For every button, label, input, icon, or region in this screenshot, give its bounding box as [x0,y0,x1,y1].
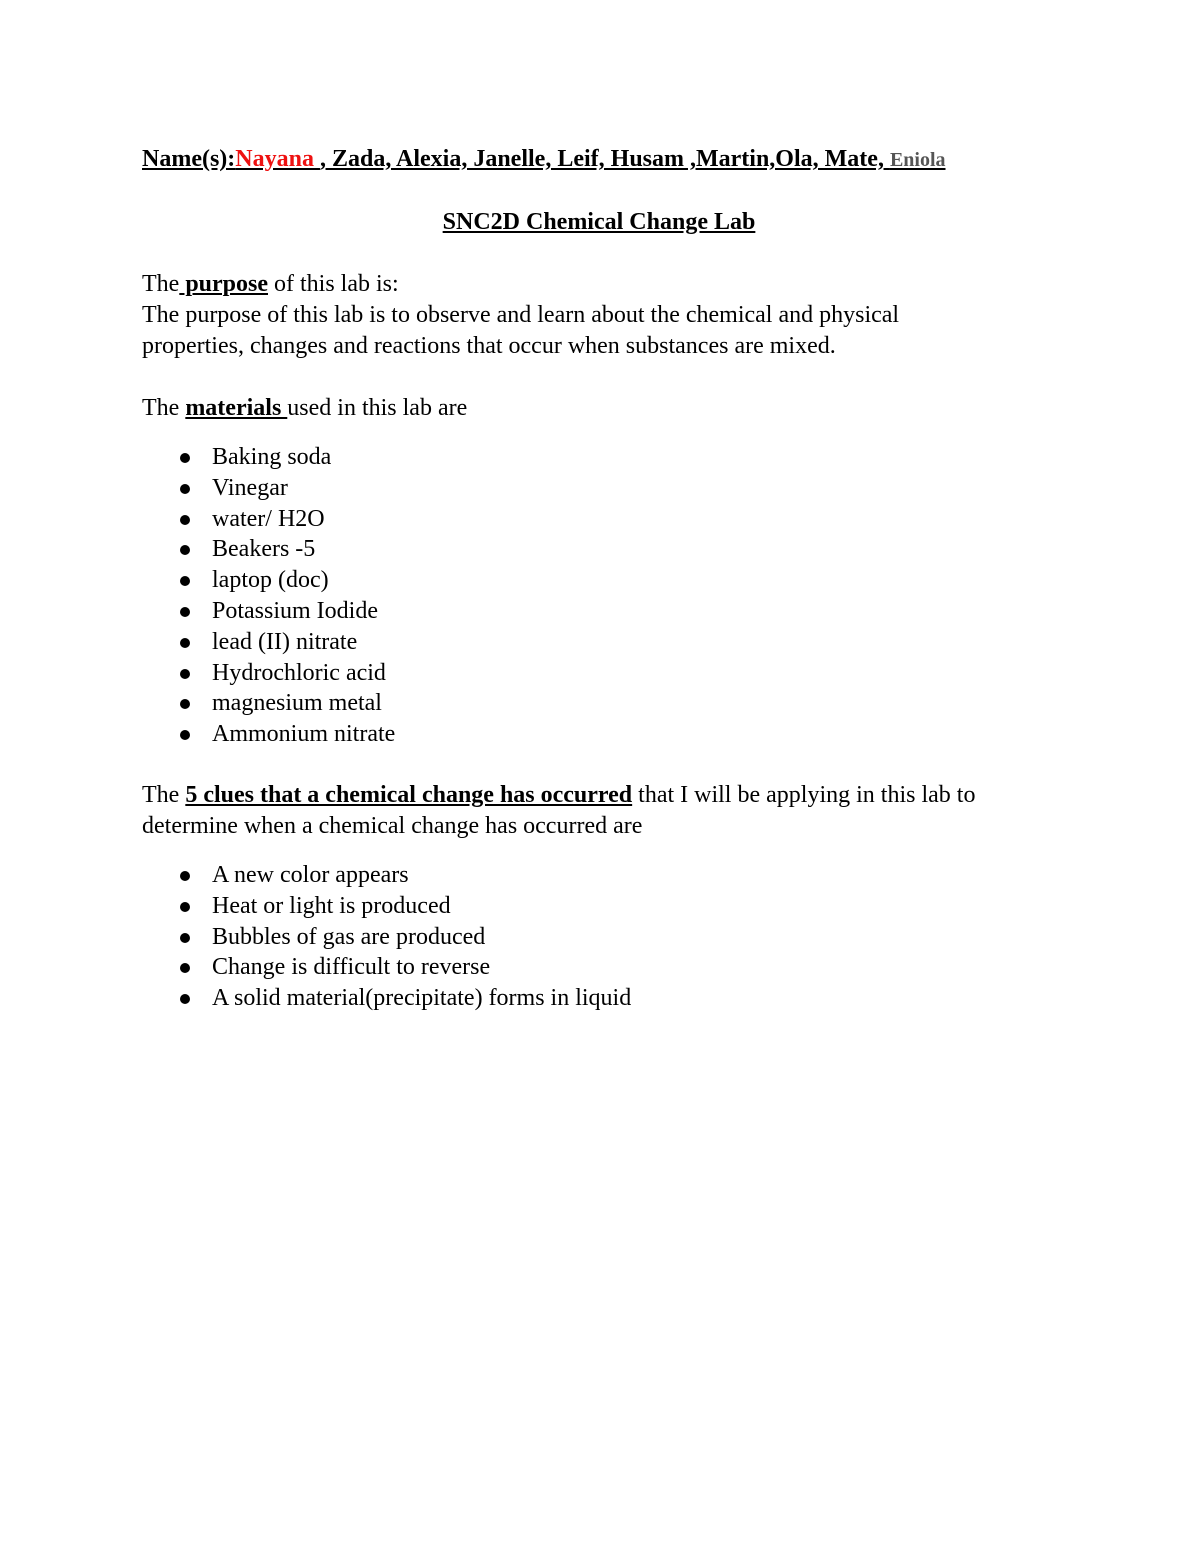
clues-list [142,860,1042,1014]
purpose-text-line-2: properties, changes and reactions that occur when substances are mixed. [142,333,836,359]
names-list: , Zada, Alexia, Janelle, Leif, Husam ,Martin,Ola, Mate, [319,146,890,172]
list-item [180,658,1042,689]
bullet-icon [180,484,190,494]
bullet-icon [180,576,190,586]
list-item [180,891,1042,922]
bullet-icon [180,545,190,555]
list-item-text: Ammonium nitrate [212,721,396,748]
clues-suffix: that I will be applying in this lab to [632,781,976,808]
list-item-text: water/ H2O [212,505,325,532]
name-highlighted: Nayana [235,146,320,172]
list-item-text: Vinegar [212,474,288,501]
list-item-text: Heat or light is produced [212,892,451,919]
list-item-text: Change is difficult to reverse [212,954,491,981]
bullet-icon [180,730,190,740]
list-item-text: A new color appears [212,861,409,888]
list-item [180,442,1042,473]
bullet-icon [180,699,190,709]
names-label: Name(s): [142,146,236,172]
materials-keyword: materials [185,395,288,421]
bullet-icon [180,669,190,679]
bullet-icon [180,994,190,1004]
list-item [180,860,1042,891]
materials-suffix: used in this lab are [287,395,468,421]
list-item [180,534,1042,565]
bullet-icon [180,871,190,881]
bullet-icon [180,515,190,525]
purpose-prefix: The [142,271,180,297]
clues-prefix: The [142,781,186,808]
clues-heading-line-2: determine when a chemical change has occurred are [142,812,643,839]
list-item [180,504,1042,535]
clues-keyword: 5 clues that a chemical change has occurred [185,781,633,808]
list-item [180,952,1042,983]
list-item-text: laptop (doc) [212,567,329,594]
list-item [180,627,1042,658]
list-item-text: Potassium Iodide [212,597,378,624]
list-item-text: Baking soda [212,444,332,470]
materials-list [142,442,1042,750]
list-item-text: Beakers -5 [212,536,316,563]
bullet-icon [180,963,190,973]
materials-heading [142,392,1042,424]
bullet-icon [180,453,190,463]
document-title: SNC2D Chemical Change Lab [442,209,756,235]
materials-prefix: The [142,395,186,421]
list-item-text: Hydrochloric acid [212,659,386,686]
list-item-text: lead (II) nitrate [212,628,358,655]
list-item-text: Bubbles of gas are produced [212,923,486,950]
list-item [180,596,1042,627]
bullet-icon [180,902,190,912]
list-item [180,983,1042,1014]
name-last: Eniola [889,149,946,171]
list-item [180,688,1042,719]
purpose-heading [142,268,1042,300]
list-item [180,565,1042,596]
bullet-icon [180,933,190,943]
list-item-text: magnesium metal [212,690,382,717]
list-item [180,719,1042,750]
purpose-text-line-1: The purpose of this lab is to observe and learn about the chemical and physical [142,302,900,328]
bullet-icon [180,638,190,648]
list-item [180,473,1042,504]
purpose-keyword: purpose [179,271,268,297]
list-item-text: A solid material(precipitate) forms in liquid [212,985,632,1012]
clues-heading-line-1 [142,780,1042,811]
purpose-suffix: of this lab is: [268,271,399,297]
names-line [142,143,1042,176]
document-body [142,143,1042,1014]
list-item [180,922,1042,953]
bullet-icon [180,607,190,617]
